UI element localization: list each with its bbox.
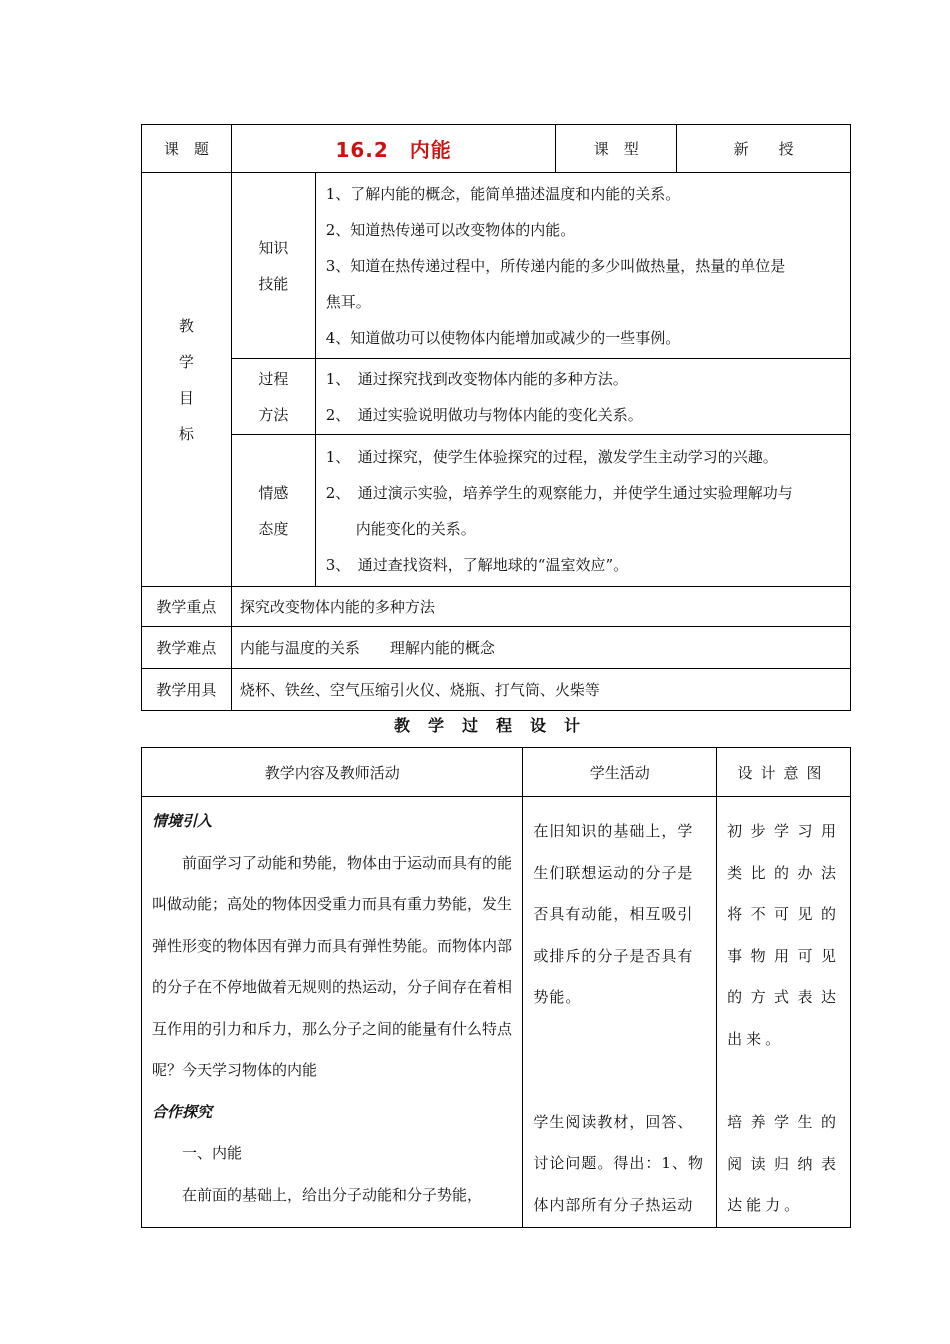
emotion-item: 内能变化的关系。 — [355, 519, 476, 538]
objectives-label-char: 标 — [178, 424, 194, 443]
knowledge-item: 1、了解内能的概念，能简单描述温度和内能的关系。 — [325, 184, 681, 203]
col-header-student: 学生活动 — [523, 748, 717, 797]
design-intent-cell — [717, 797, 851, 1228]
content-paragraph: 在前面的基础上，给出分子动能和分子势能， — [182, 1185, 483, 1204]
lesson-title-text: 16.2 内能 — [335, 138, 452, 162]
emotion-item: 3、 通过查找资料，了解地球的“温室效应”。 — [325, 555, 629, 574]
knowledge-item: 3、知道在热传递过程中，所传递内能的多少叫做热量，热量的单位是 — [325, 256, 786, 275]
col-header-design — [717, 748, 851, 797]
student-activity-cell — [523, 797, 717, 1228]
spacer — [533, 1019, 706, 1102]
emotion-item: 2、 通过演示实验，培养学生的观察能力，并使学生通过实验理解功与 — [325, 483, 793, 502]
topic-label: 课 题 — [142, 125, 232, 173]
intro-paragraph: 前面学习了动能和势能，物体由于运动而具有的能叫做动能；高处的物体因受重力而具有重力势能，发生弹性形变的物体因有弹力而具有弹性势能。而物体内部的分子在不停地做着无规则的热运动，分子间存在着相互作用的引力和斥力，那么分子之间的能量有什么特点呢？今天学习物体的内能 — [152, 853, 513, 1079]
section-title: 教学过程设计 — [393, 716, 598, 735]
process-item: 2、 通过实验说明做功与物体内能的变化关系。 — [325, 405, 643, 424]
student-paragraph-2: 学生阅读教材，回答、讨论问题。得出：1、物体内部所有分子热运动 — [533, 1112, 704, 1214]
knowledge-item: 4、知道做功可以使物体内能增加或减少的一些事例。 — [325, 328, 681, 347]
tools-label: 教学用具 — [142, 669, 232, 711]
knowledge-label-line: 知识 — [258, 238, 289, 257]
teacher-activity-cell — [142, 797, 523, 1228]
subheading-internal-energy: 一、内能 — [182, 1144, 243, 1162]
knowledge-items — [315, 173, 850, 359]
lesson-info-table — [141, 124, 851, 711]
type-value: 新 授 — [677, 125, 851, 173]
process-item: 1、 通过探究找到改变物体内能的多种方法。 — [325, 369, 628, 388]
objectives-label-char: 教 — [178, 316, 194, 335]
knowledge-item: 焦耳。 — [325, 292, 371, 311]
objectives-label-char: 目 — [178, 388, 194, 407]
difficulty-value: 内能与温度的关系 理解内能的概念 — [231, 627, 850, 669]
knowledge-item: 2、知道热传递可以改变物体的内能。 — [325, 220, 576, 239]
emotion-items — [315, 435, 850, 587]
difficulty-label: 教学难点 — [142, 627, 232, 669]
col-header-content: 教学内容及教师活动 — [142, 748, 523, 797]
lesson-title — [231, 125, 556, 173]
teaching-process-table — [141, 747, 851, 1228]
col-header-design-text: 设计意图 — [737, 763, 830, 782]
emotion-label-line: 态度 — [258, 519, 289, 538]
knowledge-label-line: 技能 — [258, 274, 289, 293]
design-paragraph-2: 培养学生的阅读归纳表达能力。 — [727, 1113, 840, 1214]
spacer — [727, 1060, 840, 1102]
tools-value: 烧杯、铁丝、空气压缩引火仪、烧瓶、打气筒、火柴等 — [231, 669, 850, 711]
student-paragraph-1: 在旧知识的基础上，学生们联想运动的分子是否具有动能，相互吸引或排斥的分子是否具有势能。 — [533, 822, 694, 1006]
intro-heading: 情境引入 — [152, 812, 213, 830]
knowledge-label — [231, 173, 315, 359]
objectives-label-char: 学 — [178, 352, 194, 371]
process-label-line: 过程 — [258, 369, 289, 388]
type-label: 课 型 — [556, 125, 677, 173]
process-items — [315, 359, 850, 435]
key-point-value: 探究改变物体内能的多种方法 — [231, 587, 850, 627]
emotion-label — [231, 435, 315, 587]
emotion-item: 1、 通过探究，使学生体验探究的过程，激发学生主动学习的兴趣。 — [325, 447, 778, 466]
design-paragraph-1: 初步学习用类比的办法将不可见的事物用可见的方式表达出来。 — [727, 822, 840, 1048]
emotion-label-line: 情感 — [258, 483, 289, 502]
key-point-label: 教学重点 — [142, 587, 232, 627]
process-label-line: 方法 — [258, 405, 289, 424]
coop-heading: 合作探究 — [152, 1102, 213, 1121]
process-label — [231, 359, 315, 435]
objectives-label — [142, 173, 232, 587]
